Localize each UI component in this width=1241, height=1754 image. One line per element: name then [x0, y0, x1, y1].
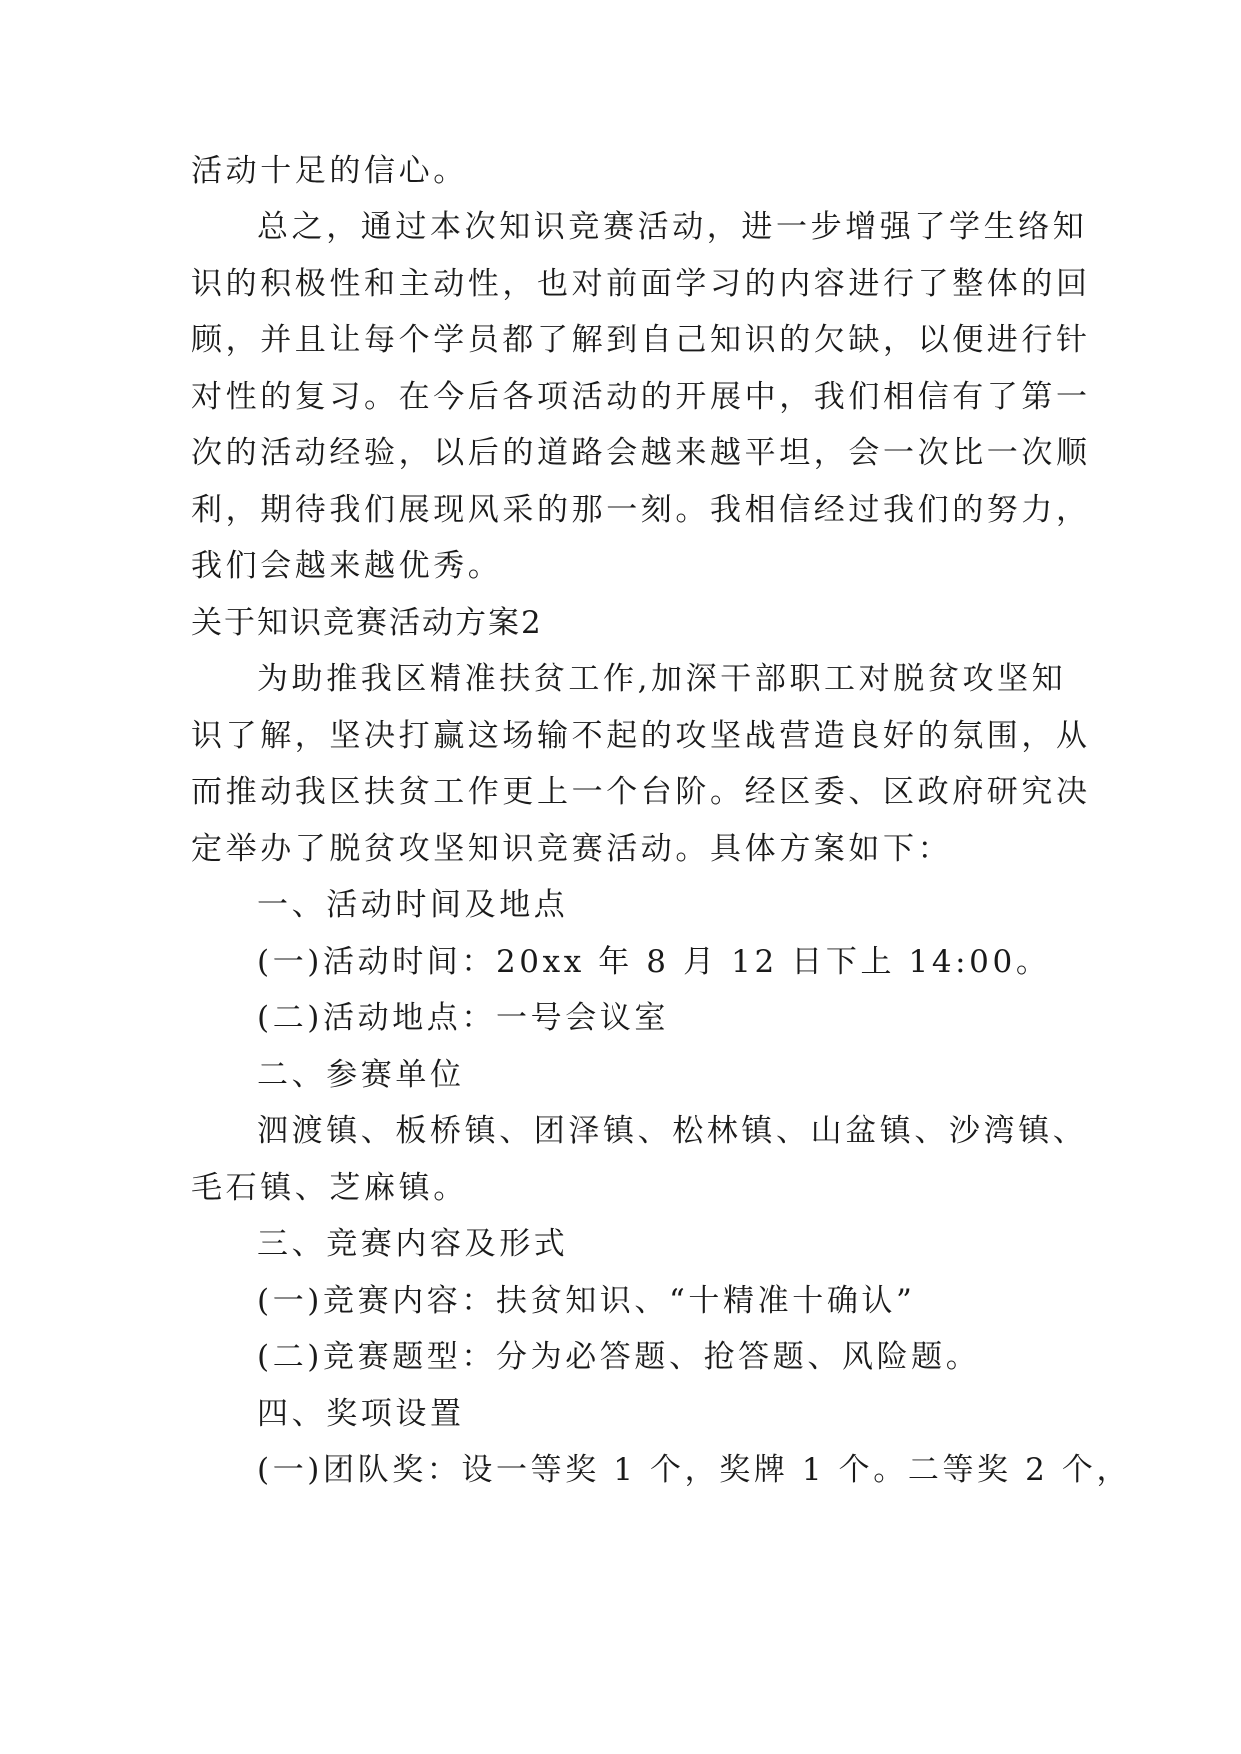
list-item: (二)活动地点：一号会议室 [257, 1000, 669, 1036]
paragraph-line: 活动十足的信心。 [191, 153, 468, 189]
paragraph-line: 识了解，坚决打赢这场输不起的攻坚战营造良好的氛围，从 [191, 718, 1091, 754]
list-heading: 三、竞赛内容及形式 [257, 1226, 569, 1262]
section-heading: 关于知识竞赛活动方案2 [191, 605, 543, 641]
paragraph-line: 顾，并且让每个学员都了解到自己知识的欠缺，以便进行针 [191, 322, 1091, 358]
paragraph-line: 我们会越来越优秀。 [191, 548, 503, 584]
paragraph-line: 为助推我区精准扶贫工作,加深干部职工对脱贫攻坚知 [257, 661, 1067, 697]
list-item: (一)竞赛内容：扶贫知识、“十精准十确认” [257, 1283, 916, 1319]
list-item: (一)团队奖：设一等奖 1 个，奖牌 1 个。二等奖 2 个， [257, 1452, 1132, 1488]
paragraph-line: 次的活动经验，以后的道路会越来越平坦，会一次比一次顺 [191, 435, 1091, 471]
paragraph-line: 毛石镇、芝麻镇。 [191, 1170, 468, 1206]
paragraph-line: 利，期待我们展现风采的那一刻。我相信经过我们的努力， [191, 492, 1091, 528]
paragraph-line: 总之，通过本次知识竞赛活动，进一步增强了学生络知 [257, 209, 1088, 245]
paragraph-line: 泗渡镇、板桥镇、团泽镇、松林镇、山盆镇、沙湾镇、 [257, 1113, 1088, 1149]
list-heading: 二、参赛单位 [257, 1057, 465, 1093]
paragraph-line: 而推动我区扶贫工作更上一个台阶。经区委、区政府研究决 [191, 774, 1091, 810]
paragraph-line: 识的积极性和主动性，也对前面学习的内容进行了整体的回 [191, 266, 1091, 302]
paragraph-line: 对性的复习。在今后各项活动的开展中，我们相信有了第一 [191, 379, 1091, 415]
list-item: (二)竞赛题型：分为必答题、抢答题、风险题。 [257, 1339, 981, 1375]
list-heading: 四、奖项设置 [257, 1396, 465, 1432]
paragraph-line: 定举办了脱贫攻坚知识竞赛活动。具体方案如下： [191, 831, 953, 867]
list-item: (一)活动时间：20xx 年 8 月 12 日下上 14:00。 [257, 944, 1051, 980]
list-heading: 一、活动时间及地点 [257, 887, 569, 923]
